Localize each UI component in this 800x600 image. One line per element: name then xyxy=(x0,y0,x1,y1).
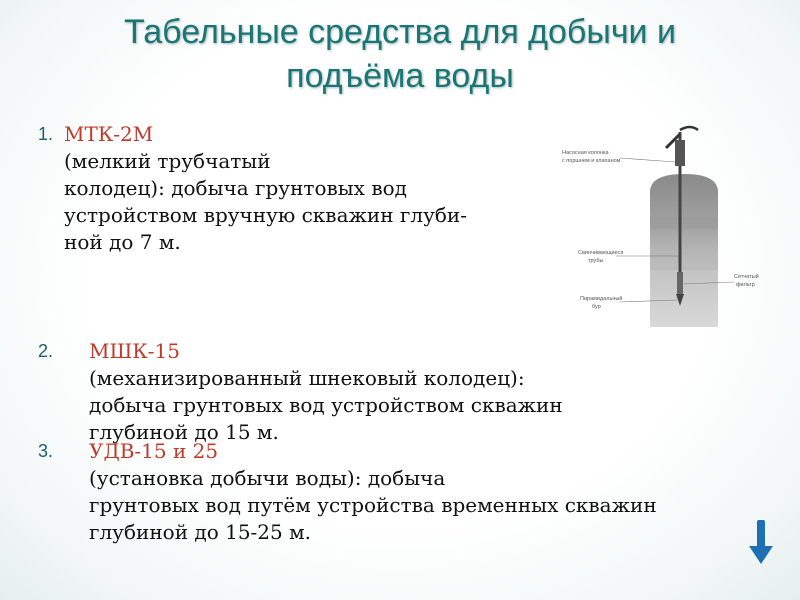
device-name: МТК-2М xyxy=(64,122,154,146)
item-text: колодец): добыча грунтовых вод xyxy=(64,176,407,200)
soil-column xyxy=(650,174,718,327)
item-text: глубиной до 15-25 м. xyxy=(89,520,312,544)
pump-handle xyxy=(680,127,698,130)
list-number: 3. xyxy=(38,441,54,461)
device-name: УДВ-15 и 25 xyxy=(89,439,219,463)
slide-title-line2: подъёма воды xyxy=(286,57,514,95)
list-number: 1. xyxy=(38,124,54,144)
arrow-down-icon[interactable] xyxy=(748,520,774,566)
list-item-mshk xyxy=(38,338,768,446)
svg-text:бур: бур xyxy=(592,304,601,310)
label-filter: Сетчатый xyxy=(734,274,759,280)
svg-text:с поршнем и клапаном: с поршнем и клапаном xyxy=(562,158,621,164)
slide-title-line1: Табельные средства для добычи и xyxy=(123,13,676,51)
well-diagram xyxy=(558,122,778,327)
svg-text:трубы: трубы xyxy=(588,258,604,264)
label-pump: Насосная колонка xyxy=(562,150,609,156)
svg-text:фильтр: фильтр xyxy=(736,282,755,288)
item-text: (мелкий трубчатый xyxy=(64,149,271,173)
pump-head xyxy=(675,140,685,166)
label-drill: Пирамидальный xyxy=(580,296,623,302)
item-text: глубиной до 15 м. xyxy=(89,420,279,444)
item-text: (установка добычи воды): добыча xyxy=(89,466,446,490)
item-text: устройством вручную скважин глуби- xyxy=(64,203,467,227)
list-item-mtk xyxy=(38,121,558,256)
device-name: МШК-15 xyxy=(89,339,180,363)
list-item-udv xyxy=(38,438,768,546)
list-number: 2. xyxy=(38,341,54,361)
filter xyxy=(677,272,683,294)
slide-title xyxy=(40,10,760,98)
item-text: ной до 7 м. xyxy=(64,230,181,254)
item-text: добыча грунтовых вод устройством скважин xyxy=(89,393,563,417)
item-text: (механизированный шнековый колодец): xyxy=(89,366,525,390)
label-pipes: Свинчивающиеся xyxy=(578,250,624,256)
item-text: грунтовых вод путём устройства временных скважин xyxy=(89,493,657,517)
